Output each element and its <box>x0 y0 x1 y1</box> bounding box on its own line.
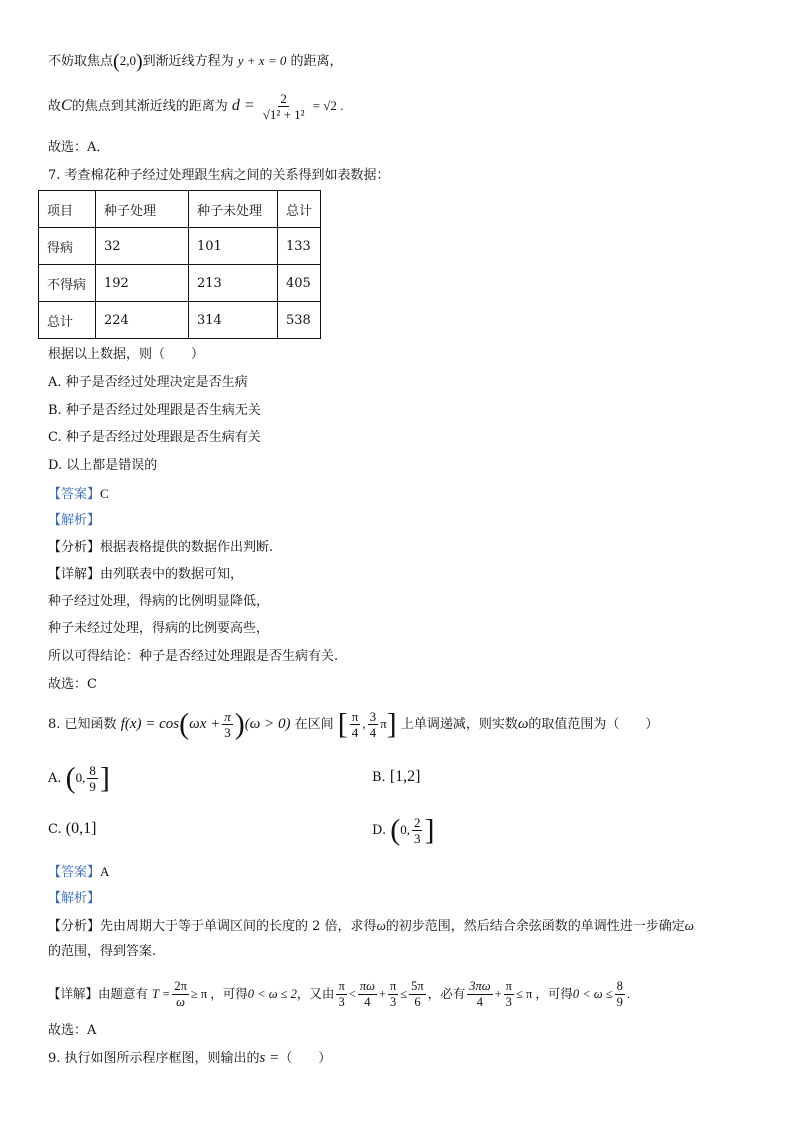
q7-option-d: D. 以上都是错误的 <box>48 458 158 473</box>
q7-analysis <box>48 512 100 530</box>
table-cell: 314 <box>189 302 278 339</box>
q8-choose: 故选：A <box>48 1023 97 1038</box>
q8-stem: 8. 已知函数 f(x) = cos(ωx + $\frac{\pi}{3}$ )(ω > 0) 在区间 [ $\frac{\pi}{4}$ , $\frac{3}{4}$ π] 上单调递减，则实数ω的取值范围为（ ） <box>48 707 659 741</box>
table-header-cell: 项目 <box>39 191 96 228</box>
phase-fraction <box>222 709 233 740</box>
fenxi-text: 的初步范围，然后结合余弦函数的单调性进一步确定 <box>385 919 685 934</box>
frac-num: 2 <box>280 91 287 106</box>
output-var: s = <box>259 1050 280 1066</box>
frac-den: 4 <box>369 725 377 740</box>
frac-num: π <box>224 709 231 724</box>
fenxi-text: 先由周期大于等于单调区间的长度的 2 倍，求得 <box>100 919 377 934</box>
detail-tag: 【详解】 <box>48 986 99 1001</box>
frac-num: 3πω <box>469 979 491 993</box>
q7-detail-line: 种子未经过处理，得病的比例要高些， <box>48 621 270 636</box>
table-cell: 133 <box>278 228 321 265</box>
frac-num: 8 <box>616 979 623 993</box>
detail-text: ≥ π ，可得 <box>190 987 248 1001</box>
option-fraction <box>87 763 98 794</box>
distance-result: = √2 . <box>312 98 344 113</box>
option-value: 0, <box>75 770 86 785</box>
distance-fraction <box>261 91 307 122</box>
detail-fraction <box>504 979 514 1010</box>
omega-symbol: ω <box>376 918 386 933</box>
frac-den: 4 <box>351 725 359 740</box>
q8-fenxi <box>48 917 694 936</box>
detail-text: 由题意有 <box>98 986 149 1001</box>
q7-choose: 故选：C <box>48 677 97 692</box>
frac-num: π <box>351 709 359 724</box>
detail-tag: 【详解】 <box>48 567 101 582</box>
table-cell: 32 <box>96 228 189 265</box>
frac-num: 2 <box>413 815 421 830</box>
frac-den: 3 <box>413 831 421 846</box>
detail-fraction <box>172 979 189 1010</box>
math-op: < <box>348 987 356 1001</box>
frac-den: 3 <box>224 725 231 740</box>
omega-symbol: ω <box>517 716 529 732</box>
frac-num: 2π <box>174 979 187 993</box>
frac-den: 4 <box>364 995 371 1009</box>
detail-text: . <box>626 987 630 1001</box>
table-cell: 101 <box>189 228 278 265</box>
q7-prompt: 根据以上数据，则（ ） <box>48 347 205 362</box>
option-label: D. <box>372 823 387 838</box>
text-segment: 到渐近线方程为 <box>142 54 234 69</box>
omega-range: 0 < ω ≤ <box>572 987 613 1001</box>
option-value: (0,1] <box>65 820 97 837</box>
math-op: ≤ <box>400 987 408 1001</box>
q8-answer <box>48 863 109 882</box>
function-def: f(x) = cos <box>120 716 180 732</box>
interval-left <box>350 709 361 740</box>
table-header-row <box>39 191 321 228</box>
detail-text: ，又由 <box>296 986 335 1001</box>
frac-num: πω <box>359 979 375 993</box>
fenxi-text: 根据表格提供的数据作出判断. <box>100 540 274 555</box>
table-cell: 538 <box>278 302 321 339</box>
frac-den: 9 <box>89 779 96 794</box>
text-segment: 8. 已知函数 <box>48 717 117 732</box>
detail-fraction <box>388 979 398 1010</box>
q7-option-c: C. 种子是否经过处理跟是否生病有关 <box>48 430 261 445</box>
frac-num: π <box>505 979 512 993</box>
table-header-cell: 种子未处理 <box>189 191 278 228</box>
table-cell: 得病 <box>39 228 96 265</box>
table-cell: 213 <box>189 265 278 302</box>
q7-fenxi <box>48 539 273 557</box>
text-segment: 在区间 <box>294 717 334 732</box>
detail-text: ≤ π ，可得 <box>515 987 573 1001</box>
table-row <box>39 302 321 339</box>
detail-fraction <box>409 979 426 1010</box>
q8-option-a: A. (0, $\frac{8}{9}$ ] <box>48 761 110 795</box>
detail-fraction <box>358 979 377 1010</box>
interval-right <box>368 709 379 740</box>
symbol-c: C <box>61 97 72 114</box>
q8-option-d: D. (0, $\frac{2}{3}$ ] <box>372 813 435 847</box>
fenxi-tag: 【分析】 <box>48 919 101 934</box>
frac-den: 3 <box>390 995 397 1009</box>
option-value: 0, <box>400 822 410 837</box>
detail-fraction <box>336 979 346 1010</box>
text-segment: 的焦点到其渐近线的距离为 <box>71 99 228 114</box>
option-label: A. <box>48 771 62 786</box>
point-coords: 2,0 <box>119 53 136 68</box>
q9-stem <box>48 1049 331 1068</box>
text-segment: 上单调递减，则实数 <box>400 717 518 732</box>
text-line-focus: 不妨取焦点(2,0)到渐近线方程为 y + x = 0 的距离， <box>48 50 343 73</box>
q8-detail <box>48 974 630 1014</box>
frac-den: 4 <box>476 995 484 1009</box>
table-row <box>39 228 321 265</box>
text-segment: 故 <box>48 99 62 114</box>
q8-fenxi-cont: 的范围，得到答案. <box>48 944 157 959</box>
table-cell: 不得病 <box>39 265 96 302</box>
q7-answer <box>48 485 109 504</box>
analysis-tag: 【解析】 <box>48 891 101 906</box>
detail-text: ，必有 <box>427 986 466 1001</box>
math-op: + <box>494 987 502 1001</box>
detail-text: 由列联表中的数据可知， <box>100 567 244 582</box>
omega-symbol: ω <box>684 918 694 933</box>
q7-detail-line: 种子经过处理，得病的比例明显降低， <box>48 594 270 609</box>
table-cell: 总计 <box>39 302 96 339</box>
q7-detail <box>48 566 243 584</box>
frac-num: 8 <box>89 763 96 778</box>
table-cell: 192 <box>96 265 189 302</box>
q8-option-c <box>48 820 96 839</box>
phase-expr: ωx + <box>189 716 221 732</box>
contingency-table <box>38 190 321 339</box>
frac-num: π <box>389 979 397 993</box>
analysis-tag: 【解析】 <box>48 513 101 528</box>
pi-symbol: π <box>380 716 387 731</box>
answer-tag: 【答案】 <box>48 865 101 880</box>
math-op: + <box>378 987 386 1001</box>
table-row <box>39 265 321 302</box>
q7-option-b: B. 种子是否经过处理跟是否生病无关 <box>48 403 261 418</box>
frac-num: 3 <box>369 709 377 724</box>
detail-fraction <box>615 979 625 1010</box>
text-segment: 的取值范围为（ ） <box>528 717 659 732</box>
text-segment: 不妨取焦点 <box>48 54 114 69</box>
frac-den: √1² + 1² <box>262 107 305 122</box>
answer-value: C <box>100 486 109 501</box>
omega-range: 0 < ω ≤ 2 <box>247 987 297 1001</box>
option-label: B. <box>372 770 386 785</box>
option-value: [1,2] <box>389 768 421 785</box>
frac-den: 9 <box>616 995 623 1009</box>
frac-den: ω <box>176 995 185 1009</box>
omega-condition: (ω > 0) <box>244 716 291 732</box>
symbol-d: d = <box>231 97 255 114</box>
table-header-cell: 总计 <box>278 191 321 228</box>
table-cell: 224 <box>96 302 189 339</box>
table-header-cell: 种子处理 <box>96 191 189 228</box>
text-line-distance <box>48 88 343 125</box>
text-segment: （ ） <box>279 1051 332 1066</box>
frac-num: π <box>338 979 345 993</box>
q8-analysis <box>48 890 100 908</box>
frac-den: 3 <box>505 995 512 1009</box>
fenxi-tag: 【分析】 <box>48 540 101 555</box>
option-label: C. <box>48 822 62 837</box>
q7-option-a: A. 种子是否经过处理决定是否生病 <box>48 375 248 390</box>
q8-option-b <box>372 768 420 787</box>
asymptote-equation: y + x = 0 <box>237 53 287 68</box>
detail-fraction <box>467 979 492 1010</box>
q7-detail-line: 所以可得结论：种子是否经过处理跟是否生病有关. <box>48 649 339 664</box>
text-segment: 9. 执行如图所示程序框图，则输出的 <box>48 1051 260 1066</box>
table-cell: 405 <box>278 265 321 302</box>
period-symbol: T = <box>152 987 171 1001</box>
answer-value: A <box>100 864 110 879</box>
frac-den: 6 <box>414 995 421 1009</box>
option-fraction <box>412 815 423 846</box>
q7-stem: 7. 考查棉花种子经过处理跟生病之间的关系得到如表数据： <box>48 168 390 183</box>
frac-den: 3 <box>338 995 345 1009</box>
choose-line: 故选：A． <box>48 140 110 155</box>
answer-tag: 【答案】 <box>48 487 101 502</box>
text-segment: 的距离， <box>290 54 343 69</box>
frac-num: 5π <box>411 979 424 993</box>
